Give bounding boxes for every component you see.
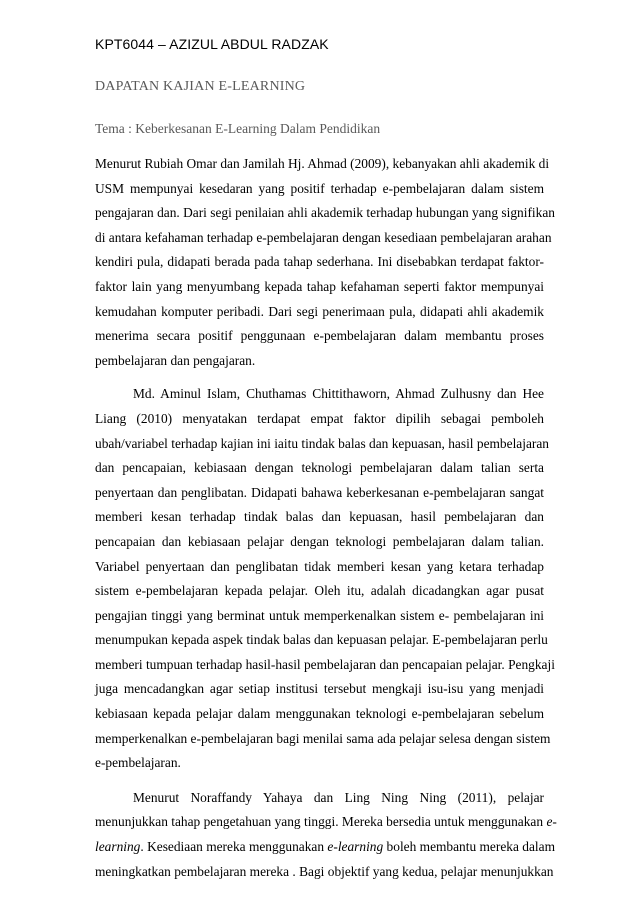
- italic-term: e-learning: [327, 839, 384, 855]
- paragraph-line: Menurut Noraffandy Yahaya dan Ling Ning Ning (2011), pelajar: [133, 789, 544, 805]
- paragraph-line: Menurut Rubiah Omar dan Jamilah Hj. Ahmad (2009), kebanyakan ahli akademik di: [95, 156, 550, 171]
- paragraph-line: pengajaran dan. Dari segi penilaian ahli akademik terhadap hubungan yang signifikan: [95, 205, 555, 221]
- paragraph-line: pencapaian dan kebiasaan pelajar dengan teknologi pembelajaran dalam talian.: [95, 533, 544, 549]
- header-author-line: KPT6044 – AZIZUL ABDUL RADZAK: [95, 36, 329, 52]
- paragraph-line: Md. Aminul Islam, Chuthamas Chittithaworn, Ahmad Zulhusny dan Hee: [133, 386, 544, 402]
- paragraph-1: [95, 152, 555, 373]
- paragraph-2: [95, 382, 555, 776]
- paragraph-line: e-pembelajaran.: [95, 755, 181, 771]
- paragraph-line: pembelajaran dan pengajaran.: [95, 352, 256, 368]
- paragraph-line: penyertaan dan penglibatan. Didapati bahawa keberkesanan e-pembelajaran sangat: [95, 484, 544, 500]
- paragraph-line: juga mencadangkan agar setiap institusi tersebut mengkaji isu-isu yang menjadi: [95, 681, 544, 697]
- paragraph-line: menerima secara positif penggunaan e-pembelajaran dalam membantu proses: [95, 328, 544, 344]
- paragraph-line: faktor lain yang menyumbang kepada tahap kefahaman seperti faktor mempunyai: [95, 278, 544, 294]
- paragraph-line: ubah/variabel terhadap kajian ini iaitu tindak balas dan kepuasan, hasil pembelajaran: [95, 435, 549, 451]
- line-text: menunjukkan tahap pengetahuan yang tinggi. Mereka bersedia untuk menggunakan: [95, 814, 547, 830]
- paragraph-3: [95, 786, 557, 884]
- paragraph-line: kebiasaan kepada pelajar dalam menggunakan teknologi e-pembelajaran sebelum: [95, 706, 544, 722]
- line-text: boleh membantu mereka dalam: [383, 839, 555, 855]
- paragraph-line: [95, 835, 555, 860]
- document-theme: Tema : Keberkesanan E-Learning Dalam Pendidikan: [95, 121, 381, 136]
- line-text: . Kesediaan mereka menggunakan: [140, 839, 328, 855]
- paragraph-line: Liang (2010) menyatakan terdapat empat faktor dipilih sebagai pemboleh: [95, 410, 544, 426]
- paragraph-line: sistem e-pembelajaran kepada pelajar. Oleh itu, adalah dicadangkan agar pusat: [95, 583, 544, 599]
- paragraph-line: USM mempunyai kesedaran yang positif terhadap e-pembelajaran dalam sistem: [95, 180, 544, 196]
- paragraph-line: meningkatkan pembelajaran mereka . Bagi objektif yang kedua, pelajar menunjukkan: [95, 863, 554, 879]
- paragraph-line: menumpukan kepada aspek tindak balas dan kepuasan pelajar. E-pembelajaran perlu: [95, 632, 548, 648]
- paragraph-line: Variabel penyertaan dan penglibatan tidak memberi kesan yang ketara terhadap: [95, 558, 544, 574]
- paragraph-line: memberi kesan terhadap tindak balas dan kepuasan, hasil pembelajaran dan: [95, 509, 544, 525]
- paragraph-line: memperkenalkan e-pembelajaran bagi menilai sama ada pelajar selesa dengan sistem: [95, 730, 551, 746]
- paragraph-line: kemudahan komputer peribadi. Dari segi penerimaan pula, didapati ahli akademik: [95, 303, 544, 319]
- italic-term: learning: [95, 839, 141, 855]
- italic-term: e-: [546, 814, 557, 830]
- paragraph-line: dan pencapaian, kebiasaan dengan teknologi pembelajaran dalam talian serta: [95, 460, 544, 476]
- document-body: [95, 152, 557, 884]
- paragraph-line: pengajian tinggi yang berminat untuk memperkenalkan sistem e- pembelajaran ini: [95, 607, 544, 623]
- paragraph-line: memberi tumpuan terhadap hasil-hasil pembelajaran dan pencapaian pelajar. Pengkaji: [95, 656, 555, 672]
- paragraph-line: kendiri pula, didapati berada pada tahap sederhana. Ini disebabkan terdapat faktor-: [95, 254, 544, 270]
- document-title: DAPATAN KAJIAN E-LEARNING: [95, 79, 306, 94]
- paragraph-line: [95, 810, 557, 835]
- paragraph-line: di antara kefahaman terhadap e-pembelajaran dengan kesediaan pembelajaran arahan: [95, 229, 552, 245]
